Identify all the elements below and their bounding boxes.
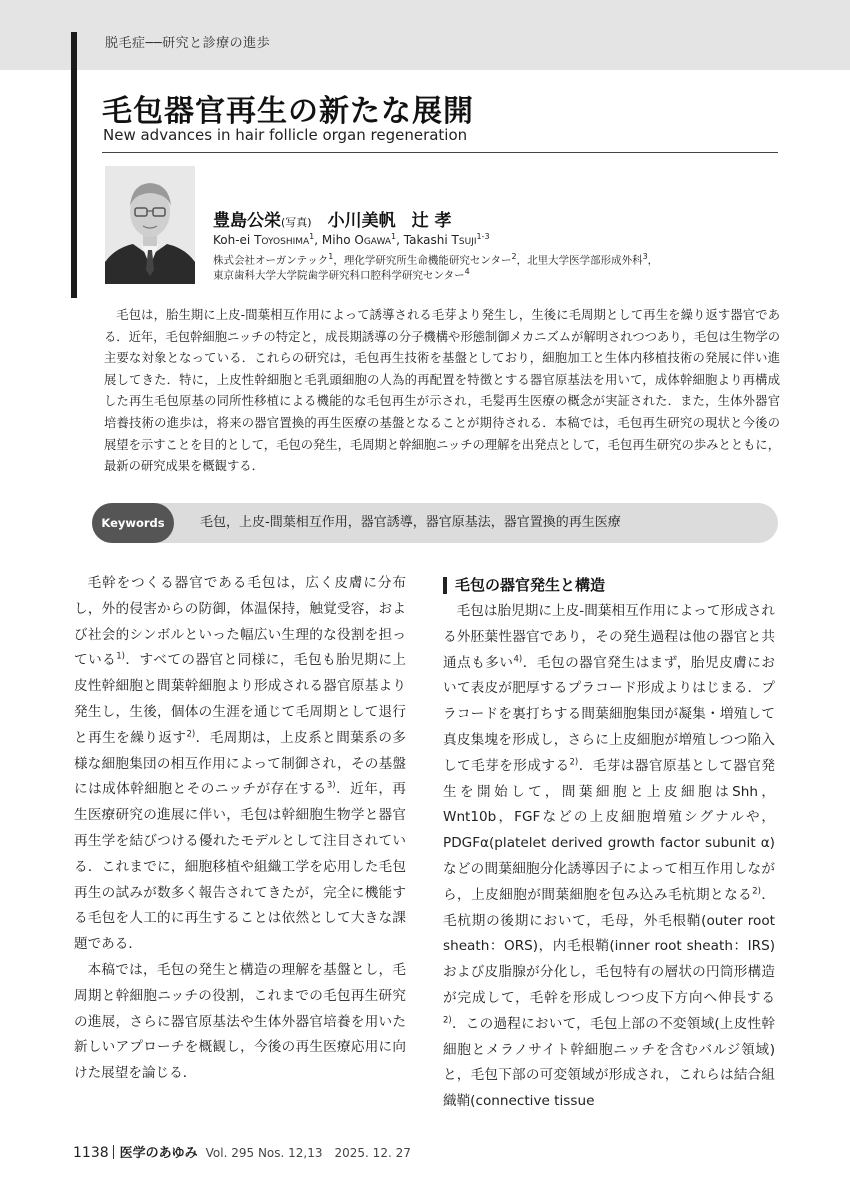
citation: 2) xyxy=(443,1015,452,1026)
journal-volume: Vol. 295 Nos. 12,13 2025. 12. 27 xyxy=(205,1146,411,1160)
author-roman-3: Takashi T xyxy=(403,233,459,247)
article-title: 毛包器官再生の新たな展開 xyxy=(102,94,474,129)
affiliation-4-sup: 4 xyxy=(464,267,470,276)
author-roman-2: Miho O xyxy=(321,233,364,247)
citation: 4) xyxy=(513,654,523,665)
body-paragraph-3: 毛包は胎児期に上皮‐間葉相互作用によって形成される外胚葉性器官であり，その発生過程は他の器官と共通点も多い$^{4)}$．毛包の器官発生はまず，胎児皮膚において表皮が肥厚するプラコード形成よりはじまる．プラコードを裏打ちする間葉細胞集団が凝集・増殖して真皮集塊を形成し，さらに上皮細胞が増殖しつつ陥入して毛芽を形成する$^{2)}$．毛芽は器官原基として器官発生を開始して，間葉細胞と上皮細胞はShh，Wnt10b，FGFなどの上皮細胞増殖シグナルや，PDGFα(platelet derived growth factor subunit α)などの間葉細胞分化誘導因子によって相互作用しながら，上皮細胞が間葉細胞を包み込み毛杭期となる$^{2)}$．毛杭期の後期において，毛母，外毛根鞘(outer root sheath：ORS)，内毛根鞘(inner root sheath：IRS)および皮脂腺が分化し，毛包特有の層状の円筒形構造が完成して，毛幹を形成しつつ皮下方向へ伸長する$^{2)}$．この過程において，毛包上部の不変領域(上皮性幹細胞とメラノサイト幹細胞ニッチを含むバルジ領域)と，毛包下部の可変領域が形成され，これらは結合組織鞘(connective tissue xyxy=(443,603,776,1110)
authors-romanized: Koh-ei TOYOSHIMA$^1$, Miho OGAWA$^1$, Takashi TSUJI$^{1-3}$ xyxy=(213,232,490,247)
body-column-left xyxy=(74,571,406,1087)
header-band xyxy=(0,0,850,70)
author-roman-1: Koh-ei T xyxy=(213,233,262,247)
body-paragraph-1: 毛幹をつくる器官である毛包は，広く皮膚に分布し，外的侵害からの防御，体温保持，触覚受容，および社会的シンボルといった幅広い生理的な役割を担っている$^{1)}$．すべての器官と同様に，毛包も胎児期に上皮性幹細胞と間葉幹細胞より形成される器官原基より発生し，生後，個体の生涯を通じて毛周期として退行と再生を繰り返す$^{2)}$．毛周期は，上皮系と間葉系の多様な細胞集団の相互作用によって制御され，その基盤には成体幹細胞とそのニッチが存在する$^{3)}$．近年，再生医療研究の進展に伴い，毛包は幹細胞生物学と器官再生学を結びつける優れたモデルとして注目されている．これまでに，細胞移植や組織工学を応用した毛包再生の試みが数多く報告されてきたが，完全に機能する毛包を人工的に再生することは依然として大きな課題である． xyxy=(74,575,407,953)
author-roman-3-surname: SUJI xyxy=(458,237,477,247)
section-heading-marker xyxy=(443,577,447,594)
citation: 1) xyxy=(116,651,125,662)
keywords-label: Keywords xyxy=(92,503,174,543)
author-name-1: 豊島公栄 xyxy=(213,211,281,231)
affiliation-3: 北里大学医学部形成外科 xyxy=(527,254,643,267)
citation: 3) xyxy=(326,780,336,791)
page-number: 1138 xyxy=(73,1145,109,1161)
page-footer xyxy=(73,1142,411,1161)
author-roman-2-surname: GAWA xyxy=(363,237,392,247)
affiliation-2: 理化学研究所生命機能研究センター xyxy=(343,254,512,267)
footer-separator xyxy=(113,1145,114,1159)
affiliation-1-sup: 1 xyxy=(328,252,334,261)
section-heading: 毛包の器官発生と構造 xyxy=(455,576,606,594)
keywords-list: 毛包，上皮‐間葉相互作用，器官誘導，器官原基法，器官置換的再生医療 xyxy=(200,515,621,530)
authors-japanese xyxy=(213,206,452,231)
author-roman-2-sup: 1 xyxy=(391,232,397,241)
journal-name: 医学のあゆみ xyxy=(119,1146,198,1161)
affiliation-1: 株式会社オーガンテック xyxy=(213,254,329,267)
section-label: 脱毛症──研究と診療の進歩 xyxy=(105,36,271,51)
title-accent-bar xyxy=(71,32,77,298)
affiliation-line-1: 株式会社オーガンテック$^1$，理化学研究所生命機能研究センター$^2$，北里大学医学部形成外科$^3$， xyxy=(213,252,659,267)
photo-tag: (写真) xyxy=(281,216,312,229)
affiliation-2-sup: 2 xyxy=(511,252,517,261)
title-divider xyxy=(102,152,778,153)
keywords-bar xyxy=(92,503,778,543)
body-paragraph-2: 本稿では，毛包の発生と構造の理解を基盤とし，毛周期と幹細胞ニッチの役割，これまでの毛包再生研究の進展，さらに器官原基法や生体外器官培養を用いた新しいアプローチを概観し，今後の再生医療応用に向けた展望を論じる． xyxy=(74,961,406,1082)
citation: 2) xyxy=(186,729,196,740)
author-photo xyxy=(105,166,195,284)
author-roman-1-sup: 1 xyxy=(309,232,315,241)
citation: 2) xyxy=(752,886,761,897)
affiliation-line-2 xyxy=(213,267,470,283)
body-column-right xyxy=(443,599,775,1115)
author-roman-1-surname: OYOSHIMA xyxy=(261,237,310,247)
author-name-2: 小川美帆 xyxy=(327,211,396,231)
affiliation-4: 東京歯科大学大学院歯学研究科口腔科学研究センター xyxy=(213,269,465,282)
author-roman-3-sup: 1-3 xyxy=(476,232,490,241)
article-subtitle: New advances in hair follicle organ regeneration xyxy=(103,126,468,144)
citation: 2) xyxy=(569,757,579,768)
abstract: 毛包は，胎生期に上皮‐間葉相互作用によって誘導される毛芽より発生し，生後に毛周期として再生を繰り返す器官である．近年，毛包幹細胞ニッチの特定と，成長期誘導の分子機構や形態制御メカニズムが解明されつつあり，毛包は生物学の主要な対象となっている．これらの研究は，毛包再生技術を基盤としており，細胞加工と生体内移植技術の発展に伴い進展してきた．特に，上皮性幹細胞と毛乳頭細胞の人為的再配置を特徴とする器官原基法を用いて，成体幹細胞より再構成した再生毛包原基の同所性移植による機能的な毛包再生が示され，毛髪再生医療の概念が実証された．また，生体外器官培養技術の進歩は，将来の器官置換的再生医療の基盤となることが期待される．本稿では，毛包再生研究の現状と今後の展望を示すことを目的として，毛包の発生，毛周期と幹細胞ニッチの理解を出発点として，毛包再生研究の歩みとともに，最新の研究成果を概観する． xyxy=(104,308,780,474)
author-portrait-illustration xyxy=(105,166,195,284)
affiliation-3-sup: 3 xyxy=(642,252,648,261)
author-name-3: 辻 孝 xyxy=(411,211,452,231)
